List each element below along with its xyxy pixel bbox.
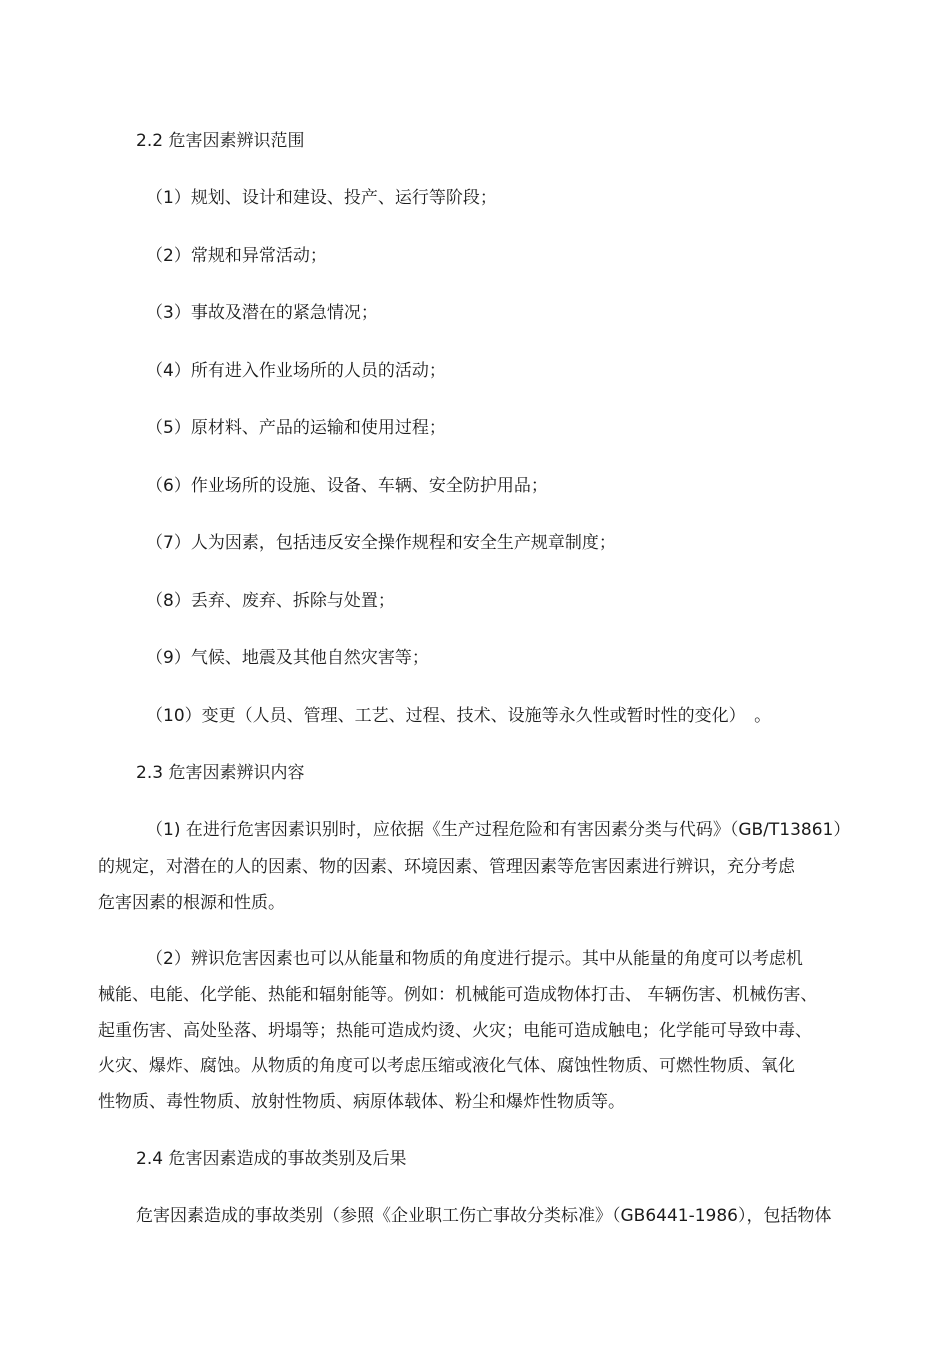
scope-item-5: （5）原材料、产品的运输和使用过程； — [146, 418, 446, 438]
content-para-1-line-2: 的规定，对潜在的人的因素、物的因素、环境因素、管理因素等危害因素进行辨识，充分考虑 — [98, 857, 795, 877]
content-para-2-line-1: （2）辨识危害因素也可以从能量和物质的角度进行提示。其中从能量的角度可以考虑机 — [146, 949, 803, 969]
content-para-2-line-3: 起重伤害、高处坠落、坍塌等；热能可造成灼烫、火灾；电能可造成触电；化学能可导致中毒、 — [98, 1021, 812, 1041]
content-para-1-line-3: 危害因素的根源和性质。 — [98, 893, 285, 913]
scope-item-6: （6）作业场所的设施、设备、车辆、安全防护用品； — [146, 476, 548, 496]
scope-item-8: （8）丢弃、废弃、拆除与处置； — [146, 591, 395, 611]
content-para-1-line-1: （1) 在进行危害因素识别时，应依据《生产过程危险和有害因素分类与代码》（GB/T13861） — [146, 820, 851, 840]
accident-para-line-1: 危害因素造成的事故类别（参照《企业职工伤亡事故分类标准》（GB6441-1986），包括物体 — [136, 1206, 832, 1226]
content-para-2-line-4: 火灾、爆炸、腐蚀。从物质的角度可以考虑压缩或液化气体、腐蚀性物质、可燃性物质、氧化 — [98, 1056, 795, 1076]
scope-item-7: （7）人为因素，包括违反安全操作规程和安全生产规章制度； — [146, 533, 616, 553]
content-para-2-line-5: 性物质、毒性物质、放射性物质、病原体载体、粉尘和爆炸性物质等。 — [98, 1092, 625, 1112]
section-2-3-heading: 2.3 危害因素辨识内容 — [136, 763, 305, 783]
scope-item-3: （3）事故及潜在的紧急情况； — [146, 303, 378, 323]
scope-item-10: （10）变更（人员、管理、工艺、过程、技术、设施等永久性或暂时性的变化） 。 — [146, 706, 772, 726]
section-2-2-heading: 2.2 危害因素辨识范围 — [136, 131, 305, 151]
scope-item-4: （4）所有进入作业场所的人员的活动； — [146, 361, 446, 381]
scope-item-1: （1）规划、设计和建设、投产、运行等阶段； — [146, 188, 497, 208]
section-2-4-heading: 2.4 危害因素造成的事故类别及后果 — [136, 1149, 407, 1169]
content-para-2-line-2: 械能、电能、化学能、热能和辐射能等。例如：机械能可造成物体打击、 车辆伤害、机械伤害、 — [98, 985, 818, 1005]
scope-item-2: （2）常规和异常活动； — [146, 246, 327, 266]
scope-item-9: （9）气候、地震及其他自然灾害等； — [146, 648, 429, 668]
